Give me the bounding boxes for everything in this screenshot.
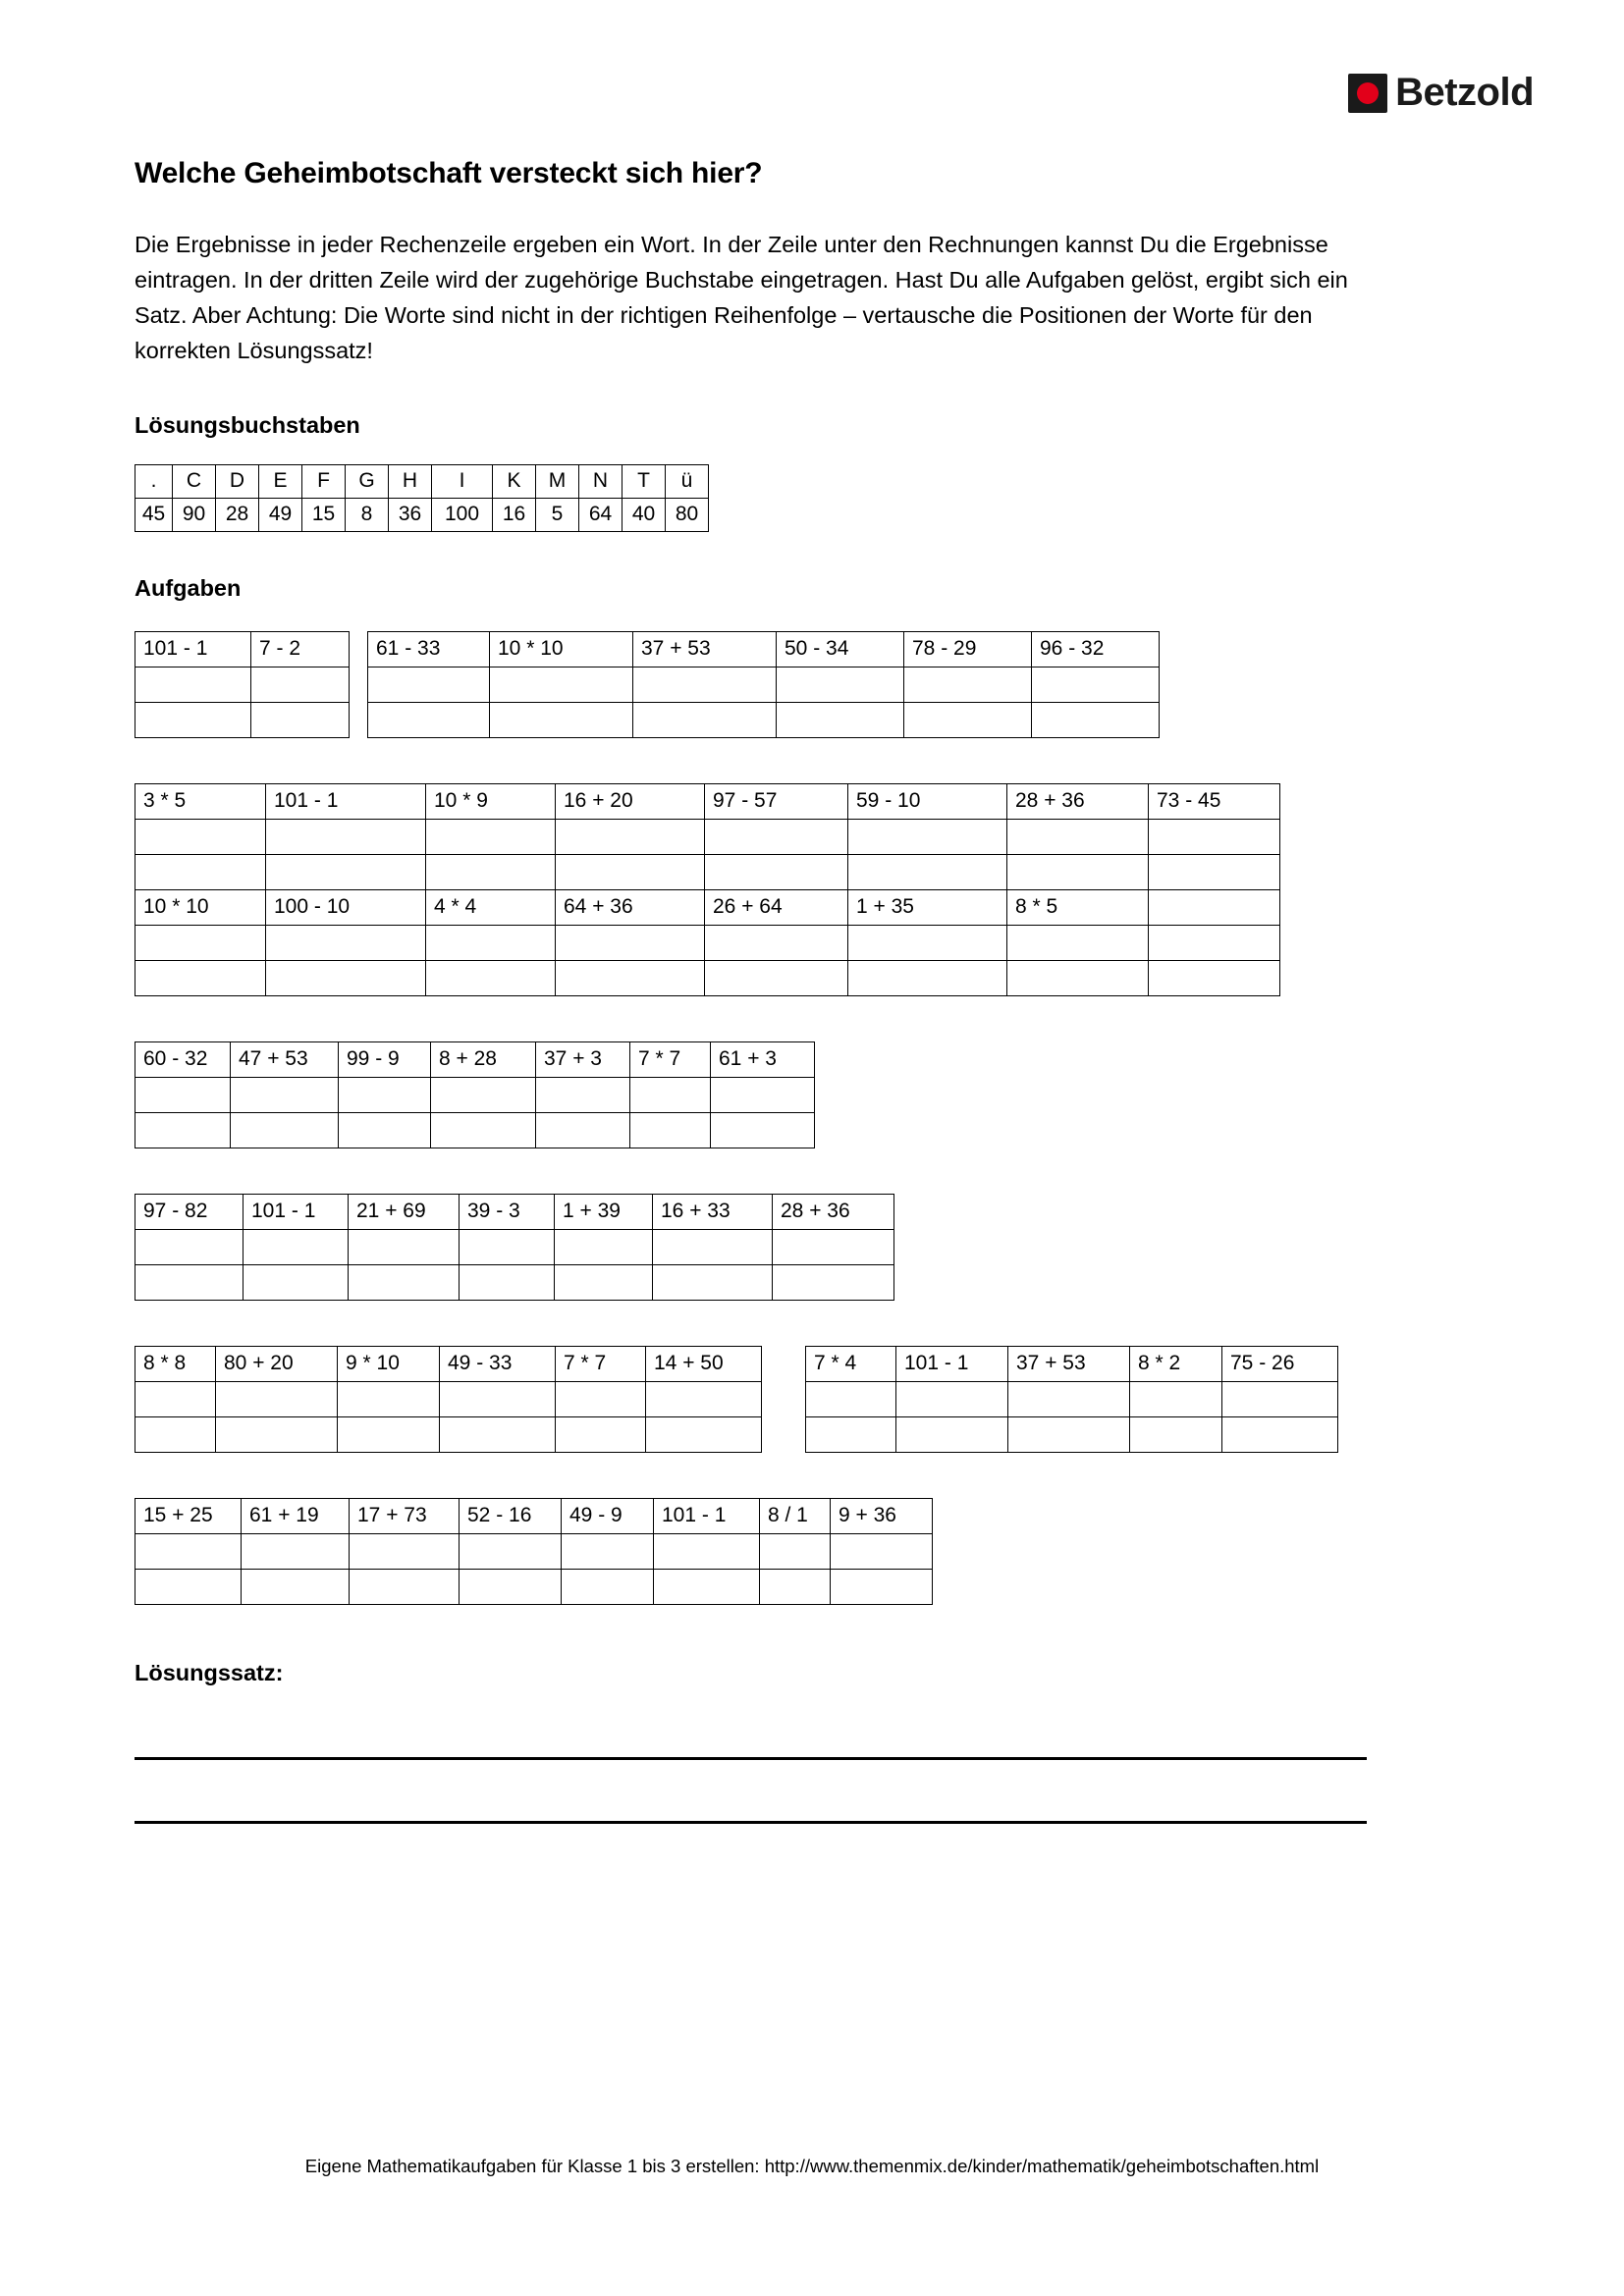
task-letter-row <box>135 960 1280 995</box>
task-expression-cell: 9 * 10 <box>338 1346 440 1381</box>
tasks-container <box>135 602 1509 1605</box>
task-expression-cell: 7 * 7 <box>556 1346 646 1381</box>
task-result-cell[interactable] <box>231 1077 339 1112</box>
task-expression-cell: 28 + 36 <box>773 1194 894 1229</box>
task-expression-cell: 50 - 34 <box>777 631 904 667</box>
letter-value-cell: 40 <box>623 498 666 531</box>
task-letter-cell[interactable] <box>705 960 848 995</box>
task-group <box>135 1041 1509 1148</box>
task-letter-cell[interactable] <box>711 1112 815 1148</box>
task-letter-cell[interactable] <box>460 1569 562 1604</box>
task-result-cell[interactable] <box>777 667 904 702</box>
letter-value-cell: 80 <box>666 498 709 531</box>
letter-cell: N <box>579 464 623 498</box>
task-expression-cell: 73 - 45 <box>1149 783 1280 819</box>
task-letter-cell[interactable] <box>338 1416 440 1452</box>
task-letter-cell[interactable] <box>630 1112 711 1148</box>
task-expression-cell: 101 - 1 <box>244 1194 349 1229</box>
task-result-cell[interactable] <box>760 1533 831 1569</box>
task-result-cell[interactable] <box>339 1077 431 1112</box>
task-table <box>135 1041 815 1148</box>
task-expression-cell: 99 - 9 <box>339 1041 431 1077</box>
task-letter-cell[interactable] <box>1149 854 1280 889</box>
task-letter-cell[interactable] <box>244 1264 349 1300</box>
task-result-cell[interactable] <box>848 925 1007 960</box>
task-expression-row <box>135 783 1280 819</box>
task-letter-row <box>806 1416 1338 1452</box>
document-content <box>135 0 1509 1824</box>
task-result-cell[interactable] <box>1008 1381 1130 1416</box>
task-result-cell[interactable] <box>556 925 705 960</box>
letter-value-cell: 90 <box>173 498 216 531</box>
task-result-cell[interactable] <box>1032 667 1160 702</box>
task-letter-cell[interactable] <box>646 1416 762 1452</box>
letter-value-cell: 28 <box>216 498 259 531</box>
task-result-row <box>135 1381 762 1416</box>
task-letter-cell[interactable] <box>848 854 1007 889</box>
task-expression-cell: 21 + 69 <box>349 1194 460 1229</box>
task-letter-cell[interactable] <box>633 702 777 737</box>
task-letter-cell[interactable] <box>556 854 705 889</box>
task-letter-cell[interactable] <box>773 1264 894 1300</box>
task-table <box>135 1346 762 1453</box>
task-letter-cell[interactable] <box>705 854 848 889</box>
letter-value-cell: 49 <box>259 498 302 531</box>
task-expression-cell: 47 + 53 <box>231 1041 339 1077</box>
task-result-cell[interactable] <box>555 1229 653 1264</box>
task-expression-cell: 15 + 25 <box>135 1498 242 1533</box>
task-expression-cell: 3 * 5 <box>135 783 266 819</box>
task-result-cell[interactable] <box>266 925 426 960</box>
answer-line-2[interactable] <box>135 1821 1367 1824</box>
task-expression-cell: 1 + 35 <box>848 889 1007 925</box>
task-letter-cell[interactable] <box>1007 960 1149 995</box>
task-result-cell[interactable] <box>135 819 266 854</box>
task-expression-cell: 97 - 57 <box>705 783 848 819</box>
task-expression-row <box>135 631 350 667</box>
letter-cell: H <box>389 464 432 498</box>
task-letter-cell[interactable] <box>556 1416 646 1452</box>
task-result-cell[interactable] <box>266 819 426 854</box>
letter-value-cell: 15 <box>302 498 346 531</box>
task-expression-cell: 4 * 4 <box>426 889 556 925</box>
task-letter-cell[interactable] <box>135 1569 242 1604</box>
task-letter-cell[interactable] <box>653 1264 773 1300</box>
task-expression-cell: 100 - 10 <box>266 889 426 925</box>
letter-value-cell: 45 <box>135 498 173 531</box>
betzold-logo-text: Betzold <box>1395 71 1534 114</box>
task-group <box>135 631 1509 738</box>
footer-note: Eigene Mathematikaufgaben für Klasse 1 bis 3 erstellen: http://www.themenmix.de/kinder/mathematik/geheimbotschaften.html <box>304 2156 1320 2176</box>
task-letter-cell[interactable] <box>555 1264 653 1300</box>
solution-heading: Lösungssatz: <box>135 1659 284 1685</box>
task-expression-cell: 61 + 3 <box>711 1041 815 1077</box>
task-letter-cell[interactable] <box>654 1569 760 1604</box>
task-expression-cell: 26 + 64 <box>705 889 848 925</box>
task-result-cell[interactable] <box>630 1077 711 1112</box>
task-expression-cell: 28 + 36 <box>1007 783 1149 819</box>
task-result-cell[interactable] <box>338 1381 440 1416</box>
letter-cell: ü <box>666 464 709 498</box>
task-result-cell[interactable] <box>135 1077 231 1112</box>
task-letter-row <box>368 702 1160 737</box>
task-table <box>367 631 1160 738</box>
task-expression-cell <box>1149 889 1280 925</box>
task-letter-cell[interactable] <box>440 1416 556 1452</box>
task-result-cell[interactable] <box>135 1533 242 1569</box>
letter-cell: . <box>135 464 173 498</box>
task-result-cell[interactable] <box>431 1077 536 1112</box>
task-letter-cell[interactable] <box>266 960 426 995</box>
letter-cell: F <box>302 464 346 498</box>
task-expression-cell: 37 + 53 <box>633 631 777 667</box>
task-letter-cell[interactable] <box>349 1264 460 1300</box>
task-expression-cell: 9 + 36 <box>831 1498 933 1533</box>
task-expression-cell: 52 - 16 <box>460 1498 562 1533</box>
task-result-cell[interactable] <box>773 1229 894 1264</box>
task-letter-cell[interactable] <box>350 1569 460 1604</box>
task-result-cell[interactable] <box>460 1229 555 1264</box>
task-expression-row <box>135 1194 894 1229</box>
task-letter-cell[interactable] <box>426 960 556 995</box>
task-letter-cell[interactable] <box>426 854 556 889</box>
letter-cell: M <box>536 464 579 498</box>
task-result-cell[interactable] <box>135 667 251 702</box>
task-expression-cell: 8 * 2 <box>1130 1346 1222 1381</box>
task-letter-cell[interactable] <box>1130 1416 1222 1452</box>
task-letter-cell[interactable] <box>1008 1416 1130 1452</box>
task-expression-cell: 10 * 10 <box>490 631 633 667</box>
task-expression-cell: 8 * 8 <box>135 1346 216 1381</box>
task-result-cell[interactable] <box>1149 819 1280 854</box>
task-result-cell[interactable] <box>440 1381 556 1416</box>
task-letter-cell[interactable] <box>368 702 490 737</box>
task-expression-cell: 75 - 26 <box>1222 1346 1338 1381</box>
task-expression-cell: 61 - 33 <box>368 631 490 667</box>
task-result-cell[interactable] <box>562 1533 654 1569</box>
task-expression-cell: 8 * 5 <box>1007 889 1149 925</box>
task-letter-cell[interactable] <box>460 1264 555 1300</box>
solution-letters-table <box>135 464 709 532</box>
task-result-cell[interactable] <box>1130 1381 1222 1416</box>
letter-cell: D <box>216 464 259 498</box>
letter-values-row <box>135 498 709 531</box>
intro-paragraph: Die Ergebnisse in jeder Rechenzeile ergeben ein Wort. In der Zeile unter den Rechnungen kannst Du die Ergebnisse eintragen. In der dritten Zeile wird der zugehörige Buchstabe eingetragen. Hast Du alle Aufgaben gelöst, ergibt sich ein Satz. Aber Achtung: Die Worte sind nicht in der richtigen Reihenfolge – vertausche die Positionen der Worte für den korrekten Lösungssatz! <box>135 232 1348 363</box>
task-result-cell[interactable] <box>368 667 490 702</box>
task-expression-cell: 49 - 9 <box>562 1498 654 1533</box>
task-letter-row <box>135 1264 894 1300</box>
task-letter-row <box>135 1569 933 1604</box>
answer-lines <box>135 1686 1509 1824</box>
task-result-cell[interactable] <box>904 667 1032 702</box>
letter-value-cell: 16 <box>493 498 536 531</box>
task-result-row <box>135 1229 894 1264</box>
task-letter-cell[interactable] <box>556 960 705 995</box>
task-result-cell[interactable] <box>251 667 350 702</box>
task-letter-cell[interactable] <box>135 1112 231 1148</box>
tasks-heading: Aufgaben <box>135 574 242 601</box>
task-result-cell[interactable] <box>654 1533 760 1569</box>
task-letter-cell[interactable] <box>339 1112 431 1148</box>
task-table <box>135 1194 894 1301</box>
task-expression-row <box>135 1346 762 1381</box>
task-letter-cell[interactable] <box>1222 1416 1338 1452</box>
task-table <box>135 783 1280 996</box>
task-letter-cell[interactable] <box>848 960 1007 995</box>
task-result-row <box>135 1077 815 1112</box>
task-group <box>135 1346 1509 1453</box>
task-letter-cell[interactable] <box>266 854 426 889</box>
task-result-cell[interactable] <box>556 1381 646 1416</box>
task-result-cell[interactable] <box>244 1229 349 1264</box>
letter-cell: G <box>346 464 389 498</box>
task-expression-cell: 7 * 7 <box>630 1041 711 1077</box>
task-result-cell[interactable] <box>633 667 777 702</box>
task-expression-cell: 8 + 28 <box>431 1041 536 1077</box>
letter-cell: C <box>173 464 216 498</box>
task-expression-cell: 59 - 10 <box>848 783 1007 819</box>
task-expression-cell: 10 * 9 <box>426 783 556 819</box>
task-expression-cell: 80 + 20 <box>216 1346 338 1381</box>
task-expression-cell: 101 - 1 <box>135 631 251 667</box>
task-result-cell[interactable] <box>242 1533 350 1569</box>
letter-value-cell: 100 <box>432 498 493 531</box>
task-expression-row <box>368 631 1160 667</box>
task-result-cell[interactable] <box>1149 925 1280 960</box>
task-letter-cell[interactable] <box>231 1112 339 1148</box>
task-result-row <box>368 667 1160 702</box>
task-result-cell[interactable] <box>1007 819 1149 854</box>
task-result-cell[interactable] <box>1222 1381 1338 1416</box>
task-result-row <box>135 1533 933 1569</box>
task-result-cell[interactable] <box>705 819 848 854</box>
task-result-cell[interactable] <box>349 1229 460 1264</box>
task-result-cell[interactable] <box>135 925 266 960</box>
letter-cell: E <box>259 464 302 498</box>
task-result-cell[interactable] <box>556 819 705 854</box>
task-expression-cell: 61 + 19 <box>242 1498 350 1533</box>
task-result-cell[interactable] <box>426 819 556 854</box>
letters-row <box>135 464 709 498</box>
letter-cell: K <box>493 464 536 498</box>
task-letter-cell[interactable] <box>831 1569 933 1604</box>
task-letter-row <box>135 854 1280 889</box>
task-result-row <box>806 1381 1338 1416</box>
task-expression-cell: 17 + 73 <box>350 1498 460 1533</box>
task-expression-cell: 10 * 10 <box>135 889 266 925</box>
task-result-cell[interactable] <box>646 1381 762 1416</box>
task-result-row <box>135 819 1280 854</box>
letter-value-cell: 8 <box>346 498 389 531</box>
task-letter-cell[interactable] <box>562 1569 654 1604</box>
task-letter-cell[interactable] <box>135 702 251 737</box>
task-expression-cell: 39 - 3 <box>460 1194 555 1229</box>
task-letter-cell[interactable] <box>251 702 350 737</box>
task-expression-cell: 7 * 4 <box>806 1346 896 1381</box>
letter-value-cell: 5 <box>536 498 579 531</box>
task-group <box>135 1498 1509 1605</box>
task-result-cell[interactable] <box>896 1381 1008 1416</box>
task-table <box>135 631 350 738</box>
task-expression-cell: 1 + 39 <box>555 1194 653 1229</box>
task-letter-cell[interactable] <box>242 1569 350 1604</box>
letter-value-cell: 64 <box>579 498 623 531</box>
task-result-cell[interactable] <box>216 1381 338 1416</box>
task-group <box>135 1194 1509 1301</box>
task-expression-row <box>135 1498 933 1533</box>
task-expression-cell: 101 - 1 <box>654 1498 760 1533</box>
task-expression-cell: 101 - 1 <box>266 783 426 819</box>
task-expression-cell: 16 + 20 <box>556 783 705 819</box>
task-result-cell[interactable] <box>653 1229 773 1264</box>
task-expression-cell: 97 - 82 <box>135 1194 244 1229</box>
task-expression-cell: 96 - 32 <box>1032 631 1160 667</box>
task-expression-cell: 37 + 53 <box>1008 1346 1130 1381</box>
task-letter-cell[interactable] <box>431 1112 536 1148</box>
task-result-cell[interactable] <box>350 1533 460 1569</box>
task-letter-cell[interactable] <box>760 1569 831 1604</box>
task-expression-row <box>135 889 1280 925</box>
task-expression-row <box>806 1346 1338 1381</box>
task-result-cell[interactable] <box>135 1229 244 1264</box>
task-result-cell[interactable] <box>426 925 556 960</box>
task-letter-cell[interactable] <box>490 702 633 737</box>
task-result-cell[interactable] <box>806 1381 896 1416</box>
task-result-cell[interactable] <box>831 1533 933 1569</box>
task-letter-cell[interactable] <box>806 1416 896 1452</box>
page-title: Welche Geheimbotschaft versteckt sich hier? <box>135 157 763 189</box>
task-expression-cell: 14 + 50 <box>646 1346 762 1381</box>
task-table <box>805 1346 1338 1453</box>
task-result-cell[interactable] <box>1007 925 1149 960</box>
task-table <box>135 1498 933 1605</box>
task-letter-cell[interactable] <box>777 702 904 737</box>
task-letter-cell[interactable] <box>135 960 266 995</box>
task-letter-cell[interactable] <box>135 854 266 889</box>
task-result-row <box>135 925 1280 960</box>
task-letter-cell[interactable] <box>1007 854 1149 889</box>
task-letter-row <box>135 1112 815 1148</box>
letters-table-wrap <box>135 439 1509 532</box>
task-result-cell[interactable] <box>848 819 1007 854</box>
task-expression-cell: 37 + 3 <box>536 1041 630 1077</box>
task-expression-cell: 101 - 1 <box>896 1346 1008 1381</box>
task-expression-cell: 8 / 1 <box>760 1498 831 1533</box>
task-letter-cell[interactable] <box>135 1416 216 1452</box>
task-result-cell[interactable] <box>536 1077 630 1112</box>
task-letter-cell[interactable] <box>536 1112 630 1148</box>
task-result-cell[interactable] <box>135 1381 216 1416</box>
letter-cell: T <box>623 464 666 498</box>
task-result-cell[interactable] <box>490 667 633 702</box>
task-letter-row <box>135 702 350 737</box>
task-result-cell[interactable] <box>705 925 848 960</box>
task-letter-cell[interactable] <box>216 1416 338 1452</box>
task-group <box>135 783 1509 996</box>
task-expression-row <box>135 1041 815 1077</box>
task-letter-cell[interactable] <box>904 702 1032 737</box>
letters-heading: Lösungsbuchstaben <box>135 411 360 438</box>
task-expression-cell: 60 - 32 <box>135 1041 231 1077</box>
task-result-row <box>135 667 350 702</box>
task-expression-cell: 64 + 36 <box>556 889 705 925</box>
task-expression-cell: 78 - 29 <box>904 631 1032 667</box>
task-letter-cell[interactable] <box>1032 702 1160 737</box>
task-result-cell[interactable] <box>711 1077 815 1112</box>
task-result-cell[interactable] <box>460 1533 562 1569</box>
task-expression-cell: 49 - 33 <box>440 1346 556 1381</box>
task-letter-cell[interactable] <box>1149 960 1280 995</box>
task-letter-cell[interactable] <box>896 1416 1008 1452</box>
task-expression-cell: 16 + 33 <box>653 1194 773 1229</box>
task-expression-cell: 7 - 2 <box>251 631 350 667</box>
letter-value-cell: 36 <box>389 498 432 531</box>
task-letter-row <box>135 1416 762 1452</box>
task-letter-cell[interactable] <box>135 1264 244 1300</box>
letter-cell: I <box>432 464 493 498</box>
